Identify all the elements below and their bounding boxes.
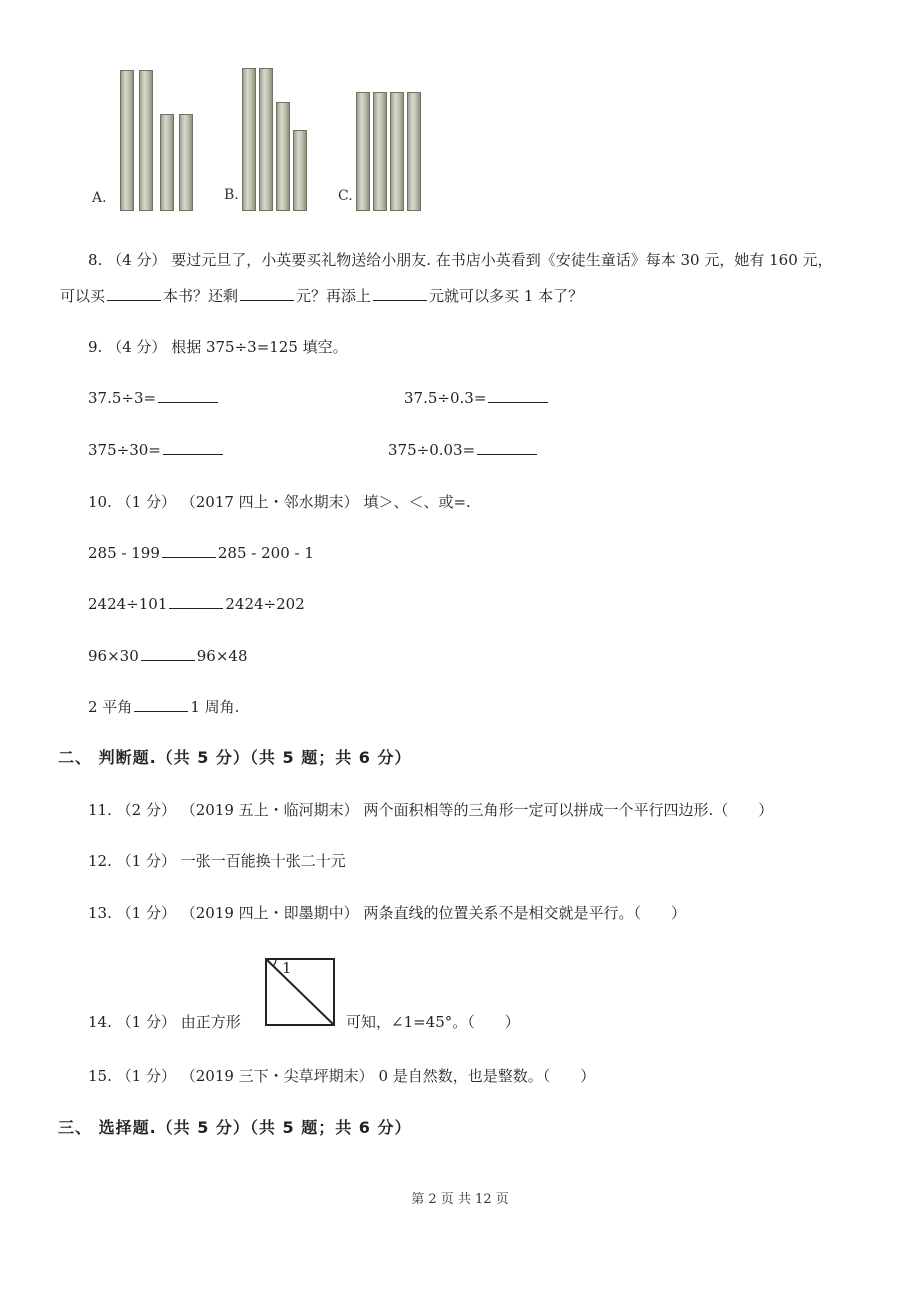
question-8-line2: [60, 286, 583, 306]
section-heading: 三、 选择题.（共 5 分）（共 5 题；共 6 分）: [58, 1118, 412, 1137]
question-text: 0 是自然数，也是整数。（ ）: [378, 1067, 596, 1085]
question-score: （4 分）: [107, 338, 167, 356]
answer-blank[interactable]: [141, 646, 195, 661]
question-text: 元就可以多买 1 本了？: [429, 287, 584, 305]
question-14: [88, 1012, 241, 1032]
stick: [373, 92, 387, 211]
answer-blank[interactable]: [134, 697, 188, 712]
answer-blank[interactable]: [162, 543, 216, 558]
question-text: 根据 375÷3=125 填空。: [171, 338, 348, 356]
question-14-tail: 可知，∠1=45°。（ ）: [346, 1013, 520, 1031]
square-diagonal-figure: [264, 957, 336, 1027]
answer-blank[interactable]: [158, 388, 218, 403]
question-text: 元？再添上: [296, 287, 372, 305]
section-heading: 二、 判断题.（共 5 分）（共 5 题；共 6 分）: [58, 748, 412, 767]
stick: [139, 70, 153, 211]
question-text: 本书？还剩: [163, 287, 239, 305]
comparison-right: 96×48: [196, 647, 248, 665]
stick: [390, 92, 404, 211]
question-score: （2 分）: [116, 801, 176, 819]
question-number: 15.: [88, 1067, 112, 1085]
question-text: 可以买: [60, 287, 106, 305]
comparison-right: 1 周角.: [190, 698, 240, 716]
question-11: [88, 800, 773, 820]
option-a-label: A.: [92, 190, 107, 206]
question-number: 11.: [88, 801, 112, 819]
expression-text: 375÷0.03=: [388, 441, 476, 459]
stick: [276, 102, 290, 211]
answer-blank[interactable]: [169, 594, 223, 609]
question-text: 两个面积相等的三角形一定可以拼成一个平行四边形.（ ）: [363, 801, 774, 819]
question-source: （2019 五上・临河期末）: [180, 801, 359, 819]
comparison-row: [88, 594, 305, 614]
angle-arc: [273, 959, 276, 966]
question-score: （1 分）: [116, 1013, 176, 1031]
question-number: 12.: [88, 852, 112, 870]
comparison-left: 96×30: [88, 647, 139, 665]
answer-blank[interactable]: [488, 388, 548, 403]
stick: [242, 68, 256, 211]
answer-blank[interactable]: [477, 440, 537, 455]
stick: [120, 70, 134, 211]
comparison-row: [88, 646, 248, 666]
question-10: [88, 492, 471, 512]
question-number: 9.: [88, 338, 103, 356]
question-score: （1 分）: [116, 493, 176, 511]
question-score: （1 分）: [116, 904, 176, 922]
question-source: （2019 三下・尖草坪期末）: [180, 1067, 374, 1085]
comparison-right: 285 - 200 - 1: [217, 544, 314, 562]
question-9: [88, 337, 348, 357]
stick: [160, 114, 174, 211]
question-number: 13.: [88, 904, 112, 922]
question-12: [88, 851, 346, 871]
stick: [179, 114, 193, 211]
comparison-left: 2424÷101: [88, 595, 168, 613]
option-c-label: C.: [338, 188, 353, 204]
question-text: 由正方形: [180, 1013, 241, 1031]
comparison-row: [88, 543, 314, 563]
answer-blank[interactable]: [107, 286, 161, 301]
page-footer: 第 2 页 共 12 页: [411, 1192, 509, 1207]
question-number: 14.: [88, 1013, 112, 1031]
question-text: 一张一百能换十张二十元: [180, 852, 346, 870]
question-score: （4 分）: [107, 251, 167, 269]
comparison-left: 2 平角: [88, 698, 133, 716]
expression-text: 37.5÷0.3=: [404, 389, 487, 407]
question-8: [88, 250, 833, 270]
question-source: （2019 四上・即墨期中）: [180, 904, 359, 922]
comparison-left: 285 - 199: [88, 544, 160, 562]
diagonal-line: [266, 959, 334, 1025]
question-number: 8.: [88, 251, 103, 269]
question-score: （1 分）: [116, 1067, 176, 1085]
q9-expression: [88, 388, 220, 408]
question-number: 10.: [88, 493, 112, 511]
question-15: [88, 1066, 595, 1086]
stick: [356, 92, 370, 211]
question-source: （2017 四上・邻水期末）: [180, 493, 359, 511]
question-text: 要过元旦了，小英要买礼物送给小朋友. 在书店小英看到《安徒生童话》每本 30 元，她有 160 元，: [171, 251, 833, 269]
question-13: [88, 903, 686, 923]
q9-expression: [388, 440, 539, 460]
comparison-row: [88, 697, 239, 717]
question-score: （1 分）: [116, 852, 176, 870]
comparison-right: 2424÷202: [225, 595, 305, 613]
answer-blank[interactable]: [163, 440, 223, 455]
stick: [259, 68, 273, 211]
q9-expression: [88, 440, 225, 460]
question-text: 填＞、＜、或=.: [363, 493, 471, 511]
q9-expression: [404, 388, 550, 408]
answer-blank[interactable]: [373, 286, 427, 301]
stick: [407, 92, 421, 211]
expression-text: 37.5÷3=: [88, 389, 157, 407]
option-b-label: B.: [224, 187, 239, 203]
angle-label: 1: [282, 959, 292, 977]
answer-blank[interactable]: [240, 286, 294, 301]
stick: [293, 130, 307, 211]
expression-text: 375÷30=: [88, 441, 161, 459]
question-text: 两条直线的位置关系不是相交就是平行。（ ）: [363, 904, 686, 922]
